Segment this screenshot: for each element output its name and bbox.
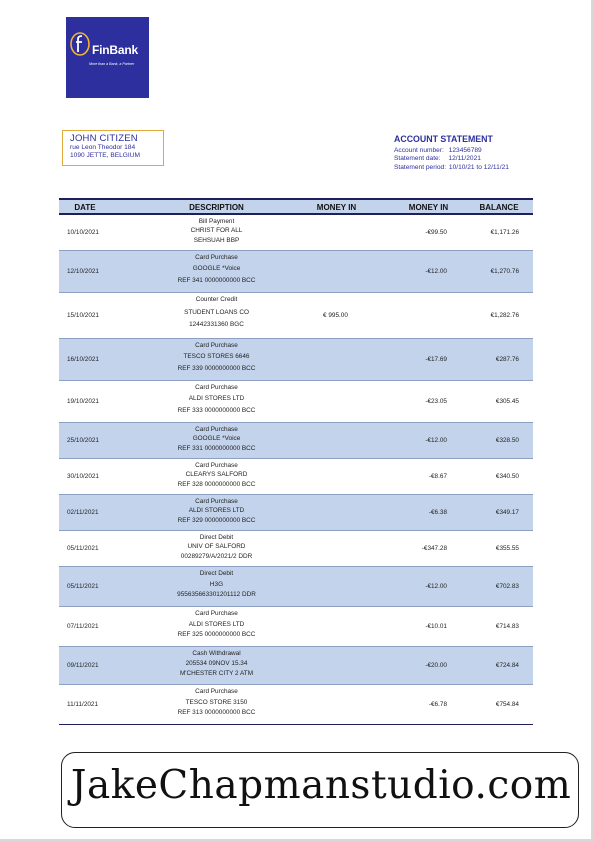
row-description <box>154 423 279 459</box>
table-row <box>59 567 533 607</box>
description-line: H3G <box>209 580 224 588</box>
row-description <box>154 495 279 531</box>
statement-date-label: Statement date: <box>394 155 441 163</box>
row-date: 15/10/2021 <box>67 312 99 319</box>
description-line: ALDI STORES LTD <box>188 620 245 628</box>
description-line: 00289279/A/2021/2 DDR <box>180 552 253 560</box>
row-money-out: -€8.67 <box>428 473 447 480</box>
account-number-label: Account number: <box>394 147 444 154</box>
statement-date-line <box>394 155 544 163</box>
description-line: TESCO STORES 6646 <box>183 353 250 361</box>
table-row <box>59 293 533 339</box>
row-date: 19/10/2021 <box>67 398 99 405</box>
row-date: 07/11/2021 <box>67 623 99 630</box>
table-header <box>59 198 533 215</box>
description-line: M'CHESTER CITY 2 ATM <box>179 670 254 677</box>
table-row <box>59 607 533 647</box>
header-money-in: MONEY IN <box>316 203 357 212</box>
row-balance: €1,171.26 <box>490 229 519 236</box>
description-line: REF 341 0000000000 BCC <box>177 276 256 284</box>
statement-title: ACCOUNT STATEMENT <box>394 134 493 144</box>
row-date: 11/11/2021 <box>67 701 99 708</box>
description-line: CHRIST FOR ALL <box>190 227 243 235</box>
description-line: Card Purchase <box>195 462 238 469</box>
description-line: Bill Payment <box>198 218 235 225</box>
row-date: 30/10/2021 <box>67 473 99 480</box>
row-balance: €349.17 <box>495 509 519 516</box>
description-line: Direct Debit <box>199 534 234 541</box>
description-line: Card Purchase <box>195 610 238 617</box>
description-line: 955635663301201112 DDR <box>177 591 256 599</box>
row-date: 09/11/2021 <box>67 662 99 669</box>
finbank-logo-icon <box>69 31 91 57</box>
row-date: 02/11/2021 <box>67 509 99 516</box>
description-line: ALDI STORES LTD <box>188 395 245 403</box>
description-line: Card Purchase <box>195 384 238 391</box>
row-balance: €702.83 <box>495 583 519 590</box>
table-row <box>59 647 533 685</box>
row-money-out: -€17.69 <box>425 356 447 363</box>
address-line-2: 1090 JETTE, BELGIUM <box>70 152 140 160</box>
row-balance: €287.76 <box>495 356 519 363</box>
row-description <box>154 647 279 685</box>
row-balance: €1,282.76 <box>490 312 519 319</box>
description-line: Card Purchase <box>195 498 238 505</box>
description-line: UNIV OF SALFORD <box>187 543 246 551</box>
description-line: Card Purchase <box>195 342 238 349</box>
table-row <box>59 339 533 381</box>
row-description <box>154 381 279 423</box>
description-line: REF 328 0000000000 BCC <box>177 480 256 488</box>
row-date: 05/11/2021 <box>67 583 99 590</box>
description-line: 12442331360 BGC <box>189 321 244 329</box>
account-number-value: 123456789 <box>448 147 482 154</box>
header-money-out: MONEY IN <box>408 203 449 212</box>
description-line: SEHSUAH BBP <box>193 236 240 244</box>
description-line: REF 325 0000000000 BCC <box>177 631 256 639</box>
row-description <box>154 215 279 251</box>
row-money-out: -€10.01 <box>425 623 447 630</box>
row-description <box>154 685 279 725</box>
row-description <box>154 567 279 607</box>
description-line: ALDI STORES LTD <box>188 507 245 515</box>
row-balance: €724.84 <box>495 662 519 669</box>
description-line: REF 339 0000000000 BCC <box>177 364 256 372</box>
row-money-in: € 995.00 <box>323 312 348 319</box>
description-line: Card Purchase <box>195 254 238 261</box>
bank-logo <box>66 17 149 98</box>
row-description <box>154 251 279 293</box>
header-date: DATE <box>74 203 96 212</box>
description-line: GOOGLE *Voice <box>192 265 241 273</box>
table-row <box>59 215 533 251</box>
row-money-out: -€6.38 <box>428 509 447 516</box>
statement-period-line <box>394 164 544 172</box>
statement-period-value: 10/10/21 to 12/11/21 <box>448 163 509 171</box>
row-balance: €328.50 <box>495 437 519 444</box>
row-money-out: -€23.05 <box>425 398 447 405</box>
row-date: 12/10/2021 <box>67 268 99 275</box>
statement-period-label: Statement period: <box>394 163 447 171</box>
table-row <box>59 381 533 423</box>
logo-name: FinBank <box>92 43 138 57</box>
row-balance: €754.84 <box>495 701 519 708</box>
description-line: REF 313 0000000000 BCC <box>177 709 256 717</box>
row-money-out: -€347.28 <box>421 545 447 552</box>
description-line: REF 333 0000000000 BCC <box>177 406 256 414</box>
description-line: 205534 09NOV 15.34 <box>185 660 248 667</box>
row-money-out: -€20.00 <box>425 662 447 669</box>
description-line: Counter Credit <box>195 296 238 303</box>
row-balance: €714.83 <box>495 623 519 630</box>
statement-info <box>394 134 544 172</box>
row-money-out: -€12.00 <box>425 437 447 444</box>
watermark-text: JakeChapmanstudio.com <box>70 763 572 808</box>
watermark-box <box>61 752 579 828</box>
description-line: GOOGLE *Voice <box>192 435 241 443</box>
table-row <box>59 495 533 531</box>
row-balance: €305.45 <box>495 398 519 405</box>
description-line: Cash Withdrawal <box>192 650 241 657</box>
row-date: 25/10/2021 <box>67 437 99 444</box>
row-date: 05/11/2021 <box>67 545 99 552</box>
table-row <box>59 459 533 495</box>
customer-address-box <box>62 130 164 166</box>
description-line: Direct Debit <box>199 570 234 577</box>
description-line: REF 331 0000000000 BCC <box>177 444 256 452</box>
table-row <box>59 685 533 725</box>
row-description <box>154 531 279 567</box>
row-description <box>154 459 279 495</box>
statement-date-value: 12/11/2021 <box>448 155 481 163</box>
transactions-table <box>59 198 533 725</box>
account-number-line <box>394 147 544 155</box>
row-description <box>154 607 279 647</box>
row-balance: €355.55 <box>495 545 519 552</box>
row-money-out: -€12.00 <box>425 268 447 275</box>
description-line: TESCO STORE 3150 <box>185 698 248 706</box>
table-body <box>59 215 533 725</box>
table-row <box>59 423 533 459</box>
customer-name: JOHN CITIZEN <box>70 133 138 144</box>
description-line: Card Purchase <box>195 426 238 433</box>
header-description: DESCRIPTION <box>189 203 244 212</box>
row-description <box>154 293 279 339</box>
description-line: STUDENT LOANS CO <box>184 308 249 316</box>
row-description <box>154 339 279 381</box>
row-balance: €340.50 <box>495 473 519 480</box>
address-line-1: rue Leon Theodor 184 <box>70 144 136 151</box>
row-money-out: -€12.00 <box>425 583 447 590</box>
row-date: 16/10/2021 <box>67 356 99 363</box>
description-line: Card Purchase <box>195 688 238 695</box>
table-row <box>59 531 533 567</box>
row-date: 10/10/2021 <box>67 229 99 236</box>
row-money-out: -€6.78 <box>428 701 447 708</box>
row-balance: €1,270.76 <box>490 268 519 275</box>
header-balance: BALANCE <box>479 203 519 212</box>
row-money-out: -€99.50 <box>425 229 447 236</box>
logo-tagline: More than a Bank, a Partner <box>89 62 135 66</box>
description-line: CLEARYS SALFORD <box>185 471 248 479</box>
table-row <box>59 251 533 293</box>
description-line: REF 329 0000000000 BCC <box>177 516 256 524</box>
